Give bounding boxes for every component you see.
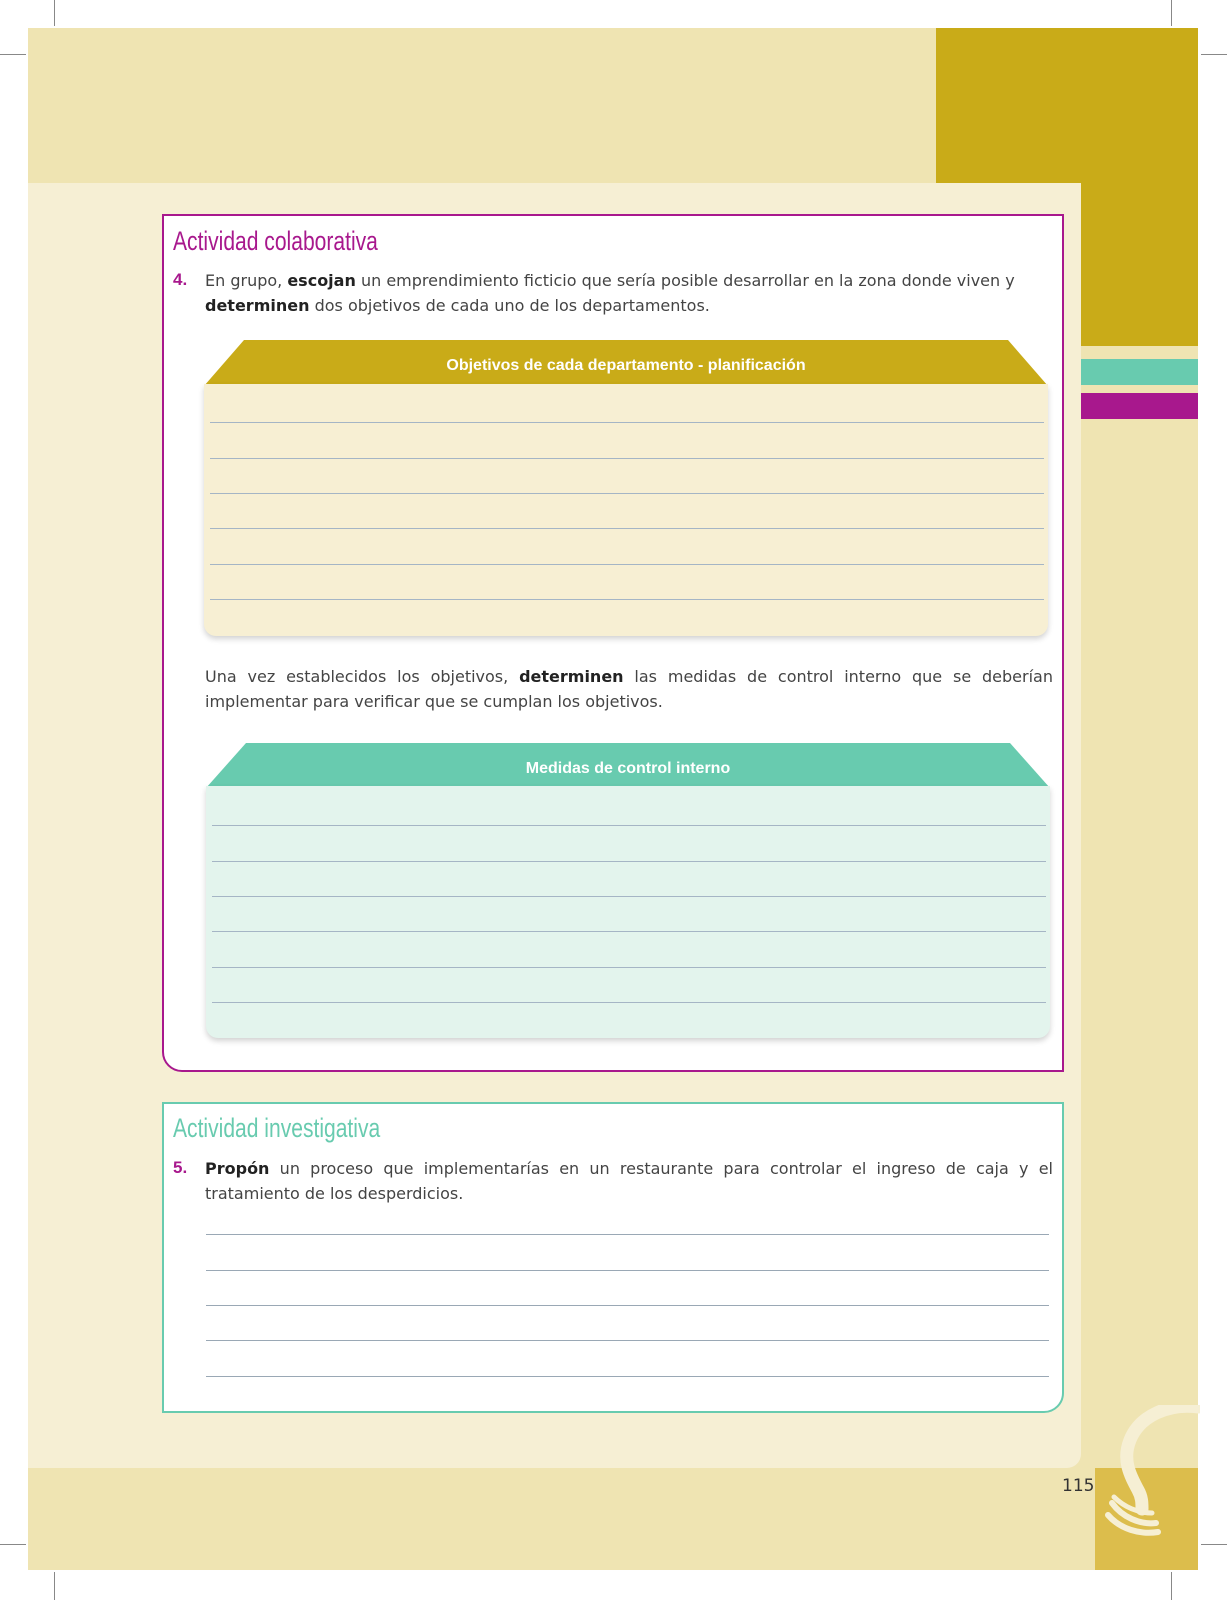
table-title: Objetivos de cada departamento - planificación <box>446 357 806 374</box>
answer-line <box>212 861 1046 862</box>
crop-mark <box>1201 1544 1227 1545</box>
answer-line[interactable] <box>206 1305 1049 1306</box>
page-number: 115 <box>1062 1476 1095 1496</box>
activity-number: 4. <box>173 270 188 289</box>
table-title: Medidas de control interno <box>525 760 731 777</box>
answer-table-control-interno[interactable] <box>206 786 1050 1038</box>
activity-colaborativa-heading: Actividad colaborativa <box>173 226 378 256</box>
answer-line <box>212 931 1046 932</box>
answer-line[interactable] <box>206 1234 1049 1235</box>
activity-number: 5. <box>173 1158 188 1177</box>
activity-investigativa-box <box>162 1102 1064 1413</box>
answer-line <box>212 896 1046 897</box>
answer-line[interactable] <box>206 1376 1049 1377</box>
activity-instruction: En grupo, escojan un emprendimiento ficticio que sería posible desarrollar en la zona donde viven y determinen dos objetivos de cada uno de los departamentos. <box>205 271 1015 315</box>
crop-mark <box>1201 54 1227 55</box>
crop-mark <box>0 1544 26 1545</box>
followup-instruction: Una vez establecidos los objetivos, determinen las medidas de control interno que se deberían implementar para verificar que se cumplan los objetivos. <box>205 667 1053 711</box>
side-stripe-teal <box>1081 359 1198 385</box>
side-stripe-magenta <box>1081 393 1198 419</box>
crop-mark <box>54 0 55 26</box>
crop-mark <box>0 54 26 55</box>
answer-line <box>210 528 1044 529</box>
crop-mark <box>54 1572 55 1600</box>
answer-line <box>210 493 1044 494</box>
crop-mark <box>1171 0 1172 26</box>
lightbulb-icon <box>1100 1405 1200 1540</box>
answer-line <box>210 458 1044 459</box>
answer-line <box>210 422 1044 423</box>
answer-line <box>212 1002 1046 1003</box>
answer-line <box>212 967 1046 968</box>
answer-line <box>212 825 1046 826</box>
activity-investigativa-heading: Actividad investigativa <box>173 1113 381 1143</box>
answer-line[interactable] <box>206 1270 1049 1271</box>
crop-mark <box>1171 1572 1172 1600</box>
answer-line <box>210 599 1044 600</box>
activity-instruction: Propón un proceso que implementarías en un restaurante para controlar el ingreso de caja y el tratamiento de los desperdicios. <box>205 1159 1053 1203</box>
answer-line[interactable] <box>206 1340 1049 1341</box>
answer-line <box>210 564 1044 565</box>
